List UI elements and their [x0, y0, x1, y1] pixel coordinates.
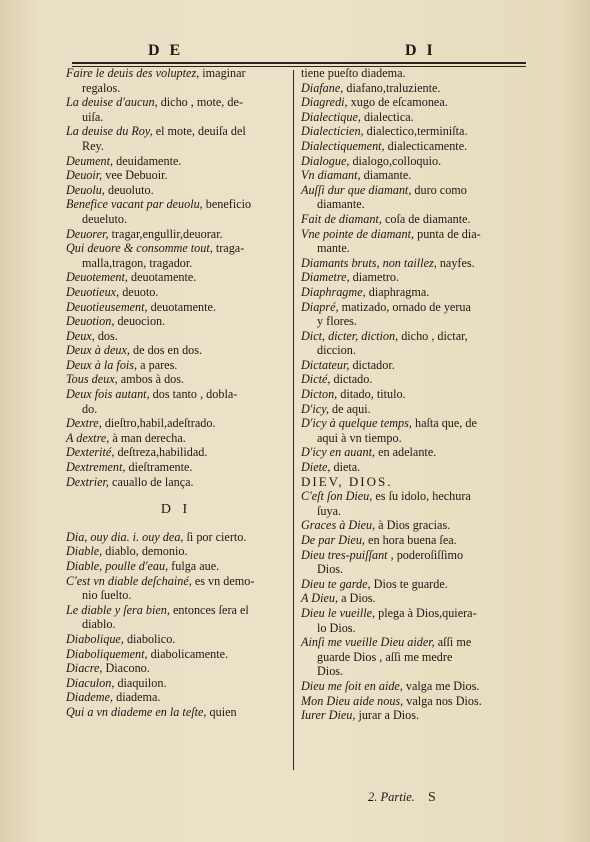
entry-definition: plega à Dios,quiera- — [375, 605, 477, 620]
dictionary-entry — [301, 402, 527, 417]
entry-headword: Deuotion, — [66, 314, 115, 329]
entry-definition: de aqui. — [329, 401, 371, 416]
entry-headword: Vne pointe de diamant, — [301, 226, 415, 241]
entry-definition: matizado, ornado de yerua — [338, 299, 471, 314]
entry-definition: diablo, demonio. — [102, 544, 188, 559]
dictionary-entry — [66, 358, 286, 373]
entry-definition: nayfes. — [436, 255, 475, 270]
entry-definition: duro como — [411, 182, 467, 197]
entry-headword: Le diable y ſera bien, — [66, 602, 170, 617]
dictionary-entry — [66, 197, 286, 212]
entry-headword: Diaculon, — [66, 675, 115, 690]
entry-continuation: regalos. — [82, 80, 121, 95]
entry-definition: tiene pueſto diadema. — [301, 66, 406, 80]
entry-headword: Dictateur, — [301, 357, 350, 372]
dictionary-entry — [66, 632, 286, 647]
entry-headword: Tous deux, — [66, 372, 118, 387]
entry-definition: dialectico,terminiſta. — [363, 124, 468, 139]
dictionary-entry — [301, 460, 527, 475]
entry-headword: Diademe, — [66, 690, 114, 705]
dictionary-entry — [301, 475, 527, 490]
entry-headword: Dialogue, — [301, 153, 350, 168]
entry-continuation: malla,tragon, tragador. — [82, 255, 193, 270]
entry-definition: diametro. — [349, 270, 400, 285]
entry-headword: Diapré, — [301, 299, 339, 314]
entry-headword: Dialectiquement, — [301, 138, 385, 153]
dictionary-entry — [301, 372, 527, 387]
entry-definition: vee Debuoir. — [102, 168, 168, 183]
entry-headword: Dextrement, — [66, 460, 126, 475]
entry-definition: deuidamente. — [113, 153, 182, 168]
dictionary-entry — [301, 635, 527, 650]
entry-definition: diaquilon. — [114, 675, 167, 690]
dictionary-entry — [66, 95, 286, 110]
dictionary-entry — [66, 183, 286, 198]
entry-headword: Dialecticien, — [301, 124, 364, 139]
entry-definition: ſi por cierto. — [183, 529, 247, 544]
dictionary-entry — [66, 431, 286, 446]
entry-headword: Ainſi me vueille Dieu aider, — [301, 635, 435, 650]
entry-definition: dieſtro,habil,adeſtrado. — [101, 416, 216, 431]
dictionary-entry — [66, 154, 286, 169]
dictionary-entry — [66, 603, 286, 618]
entry-definition: DIOS. — [343, 473, 393, 489]
entry-headword: Diable, — [66, 544, 103, 559]
entry-continuation: diccion. — [317, 343, 356, 358]
entry-definition: valga nos Dios. — [403, 693, 482, 708]
dictionary-entry — [301, 533, 527, 548]
entry-headword: Dicté, — [301, 372, 331, 387]
dictionary-entry — [66, 460, 286, 475]
dictionary-entry — [301, 329, 527, 344]
header-rule — [72, 62, 526, 64]
entry-headword: Deux, — [66, 328, 95, 343]
dictionary-entry — [301, 270, 527, 285]
entry-definition: Dios te guarde. — [370, 576, 448, 591]
entry-continuation: mante. — [317, 241, 350, 256]
dictionary-entry — [66, 343, 286, 358]
entry-definition: dialectica. — [360, 109, 414, 124]
dictionary-entry — [301, 489, 527, 504]
dictionary-entry — [66, 329, 286, 344]
entry-continuation: guarde Dios , aſſi me medre — [317, 649, 453, 664]
entry-headword: Deux fois autant, — [66, 387, 150, 402]
dictionary-entry — [66, 387, 286, 402]
entry-headword: Dia, ouy dia. i. ouy dea, — [66, 529, 184, 544]
entry-definition: dictador. — [349, 357, 395, 372]
entry-definition: valga me Dios. — [402, 678, 480, 693]
dictionary-entry — [301, 66, 527, 81]
entry-headword: A Dieu, — [301, 591, 339, 606]
entry-definition: aſſi me — [434, 635, 472, 650]
entry-continuation: y flores. — [317, 314, 357, 329]
dictionary-entry — [66, 690, 286, 705]
entry-definition: coſa de diamante. — [381, 211, 471, 226]
entry-definition: en adelante. — [375, 445, 437, 460]
entry-headword: Qui deuore & consomme tout, — [66, 241, 213, 256]
column-divider — [293, 70, 294, 770]
entry-headword: Deuolu, — [66, 182, 105, 197]
entry-headword: Dextre, — [66, 416, 102, 431]
dictionary-entry — [301, 548, 527, 563]
dictionary-entry — [301, 300, 527, 315]
entry-headword: Vn diamant, — [301, 168, 361, 183]
entry-definition: diaphragma. — [365, 284, 430, 299]
dictionary-entry — [66, 705, 286, 720]
entry-headword: La deuise du Roy, — [66, 124, 153, 139]
running-head-left: D E — [148, 42, 184, 59]
entry-headword: Dieu te garde, — [301, 576, 371, 591]
entry-definition: poderoſiſſimo — [393, 547, 464, 562]
entry-continuation: diamante. — [317, 197, 365, 212]
right-column — [301, 66, 527, 723]
dictionary-entry — [66, 227, 286, 242]
dictionary-entry — [301, 168, 527, 183]
entry-headword: DIEV, — [301, 473, 344, 489]
entry-headword: De par Dieu, — [301, 533, 365, 547]
dictionary-entry — [66, 285, 286, 300]
entry-definition: dictado. — [330, 372, 373, 387]
entry-headword: Dieu tres-puiſſant , — [301, 547, 394, 562]
dictionary-entry — [301, 256, 527, 271]
entry-definition: dialecticamente. — [384, 138, 468, 153]
entry-continuation: diablo. — [82, 617, 116, 632]
entry-headword: C'est vn diable deſchainé, — [66, 573, 192, 588]
dictionary-entry — [301, 679, 527, 694]
entry-definition: imaginar — [199, 66, 246, 80]
entry-headword: Diagredi, — [301, 95, 348, 110]
dictionary-entry — [301, 183, 527, 198]
entry-definition: diabolicamente. — [147, 646, 229, 661]
entry-definition: es vn demo- — [191, 573, 255, 588]
entry-definition: fulga aue. — [168, 559, 220, 573]
dictionary-entry — [301, 694, 527, 709]
entry-headword: Diafane, — [301, 80, 344, 95]
entry-headword: Deuotieux, — [66, 284, 120, 299]
dictionary-entry — [301, 81, 527, 96]
entry-headword: Iurer Dieu, — [301, 708, 356, 723]
dictionary-entry — [66, 168, 286, 183]
entry-headword: Diaboliquement, — [66, 646, 148, 661]
left-column — [66, 66, 286, 720]
entry-definition: es ſu idolo, hechura — [372, 489, 471, 504]
dictionary-entry — [66, 661, 286, 676]
entry-continuation: nio ſuelto. — [82, 588, 132, 603]
entry-definition: deuotamente. — [147, 299, 216, 314]
dictionary-entry — [66, 241, 286, 256]
footer-part: 2. Partie. — [368, 790, 415, 804]
entry-headword: Dicton, — [301, 387, 338, 402]
entry-headword: Diete, — [301, 460, 331, 475]
entry-definition: dicho , dictar, — [398, 328, 468, 343]
entry-headword: Mon Dieu aide nous, — [301, 693, 404, 708]
entry-headword: Dict, dicter, diction, — [301, 328, 399, 343]
dictionary-entry — [301, 577, 527, 592]
dictionary-entry — [301, 591, 527, 606]
entry-headword: Fait de diamant, — [301, 211, 382, 226]
entry-headword: Dexterité, — [66, 445, 115, 460]
entry-headword: Diametre, — [301, 270, 350, 285]
dictionary-entry — [301, 139, 527, 154]
dictionary-entry — [301, 445, 527, 460]
entry-headword: Diamants bruts, non taillez, — [301, 255, 437, 270]
entry-definition: haſta que, de — [411, 416, 477, 431]
entry-headword: Deuotieusement, — [66, 299, 148, 314]
entry-definition: quien — [206, 704, 237, 719]
entry-headword: Benefice vacant par deuolu, — [66, 197, 203, 212]
entry-definition: diabolico. — [123, 631, 176, 646]
entry-headword: Dieu me ſoit en aide, — [301, 678, 403, 693]
entry-definition: traga- — [212, 241, 245, 256]
dictionary-entry — [301, 358, 527, 373]
entry-continuation: Dios. — [317, 562, 344, 577]
entry-headword: A dextre, — [66, 430, 110, 445]
dictionary-entry — [66, 372, 286, 387]
entry-headword: D'icy en auant, — [301, 445, 376, 460]
entry-headword: Qui a vn diademe en la teſte, — [66, 704, 207, 719]
entry-headword: Diable, poulle d'eau, — [66, 559, 169, 573]
dictionary-entry — [66, 544, 286, 559]
entry-headword: Diacre, — [66, 661, 103, 676]
entry-headword: Deuotement, — [66, 270, 128, 285]
entry-continuation: deueluto. — [82, 211, 128, 226]
entry-definition: à Dios gracias. — [375, 518, 451, 533]
dictionary-entry — [66, 559, 286, 574]
dictionary-entry — [301, 227, 527, 242]
entry-continuation: uiſa. — [82, 109, 104, 124]
entry-definition: a Dios. — [338, 591, 376, 606]
entry-definition: dicho , mote, de- — [157, 95, 243, 110]
entry-definition: deuocion. — [114, 314, 166, 329]
dictionary-entry — [301, 124, 527, 139]
entry-headword: Deument, — [66, 153, 114, 168]
entry-continuation: do. — [82, 401, 98, 416]
entry-definition: ditado, titulo. — [337, 387, 406, 402]
dictionary-entry — [66, 300, 286, 315]
dictionary-entry — [66, 124, 286, 139]
dictionary-entry — [66, 314, 286, 329]
dictionary-entry — [301, 285, 527, 300]
entry-headword: Faire le deuis des voluptez, — [66, 66, 200, 80]
entry-definition: dos. — [94, 328, 118, 343]
entry-definition: cauallo de lança. — [108, 474, 194, 489]
entry-headword: Dieu le vueille, — [301, 605, 376, 620]
entry-definition: punta de dia- — [414, 226, 481, 241]
entry-definition: à man derecha. — [109, 430, 186, 445]
dictionary-entry — [301, 95, 527, 110]
entry-definition: tragar,engullir,deuorar. — [108, 226, 223, 241]
footer-signature: S — [428, 790, 436, 805]
entry-definition: xugo de eſcamonea. — [347, 95, 448, 110]
section-heading-di: D I — [160, 502, 192, 518]
entry-continuation: ſuya. — [317, 503, 342, 518]
dictionary-entry — [66, 530, 286, 545]
dictionary-entry — [66, 475, 286, 490]
entry-definition: diafano,traluziente. — [343, 80, 441, 95]
entry-continuation: Dios. — [317, 664, 344, 679]
entry-headword: La deuise d'aucun, — [66, 95, 158, 110]
dictionary-entry — [301, 416, 527, 431]
dictionary-entry — [301, 154, 527, 169]
entry-definition: deuotamente. — [127, 270, 197, 285]
entry-definition: entonces ſera el — [169, 602, 249, 617]
dictionary-entry — [301, 518, 527, 533]
dictionary-entry — [66, 66, 286, 81]
entry-headword: Diaphragme, — [301, 284, 366, 299]
entry-definition: Diacono. — [102, 661, 150, 676]
entry-headword: Diabolique, — [66, 631, 124, 646]
entry-headword: Deuorer, — [66, 226, 109, 241]
entry-definition: dos tanto , dobla- — [149, 387, 238, 402]
entry-definition: diamante. — [360, 168, 412, 183]
dictionary-entry — [301, 212, 527, 227]
entry-definition: dialogo,colloquio. — [349, 153, 442, 168]
dictionary-entry — [301, 387, 527, 402]
entry-definition: deuoto. — [119, 284, 159, 299]
entry-headword: Graces à Dieu, — [301, 518, 376, 533]
entry-definition: de dos en dos. — [129, 343, 203, 358]
entry-continuation: lo Dios. — [317, 620, 356, 635]
entry-continuation: Rey. — [82, 138, 104, 153]
entry-headword: D'icy, — [301, 401, 329, 416]
entry-headword: Deux à deux, — [66, 343, 130, 358]
entry-headword: D'icy à quelque temps, — [301, 416, 412, 431]
entry-headword: Dialectique, — [301, 109, 361, 124]
entry-definition: en hora buena ſea. — [364, 533, 457, 547]
entry-definition: beneficio — [202, 197, 252, 212]
entry-headword: C'eſt ſon Dieu, — [301, 489, 373, 504]
entry-headword: Deuoir, — [66, 168, 103, 183]
entry-definition: deſtreza,habilidad. — [114, 445, 208, 460]
entry-definition: deuoluto. — [104, 182, 154, 197]
entry-definition: ambos à dos. — [117, 372, 185, 387]
entry-definition: dieta. — [330, 460, 361, 475]
entry-definition: a pares. — [137, 357, 178, 372]
entry-headword: Auſſi dur que diamant, — [301, 182, 412, 197]
dictionary-entry — [66, 270, 286, 285]
entry-definition: dieſtramente. — [125, 460, 193, 475]
entry-continuation: aqui à vn tiempo. — [317, 430, 402, 445]
dictionary-entry — [66, 445, 286, 460]
entry-definition: jurar a Dios. — [355, 708, 420, 723]
dictionary-entry — [66, 676, 286, 691]
entry-headword: Dextrier, — [66, 474, 109, 489]
running-head-right: D I — [405, 42, 436, 59]
entry-headword: Deux à la fois, — [66, 357, 138, 372]
entry-definition: diadema. — [113, 690, 161, 705]
dictionary-entry — [301, 110, 527, 125]
dictionary-entry — [66, 574, 286, 589]
dictionary-entry — [66, 416, 286, 431]
dictionary-entry — [301, 606, 527, 621]
dictionary-entry — [66, 647, 286, 662]
dictionary-entry — [301, 708, 527, 723]
entry-definition: el mote, deuiſa del — [152, 124, 246, 139]
